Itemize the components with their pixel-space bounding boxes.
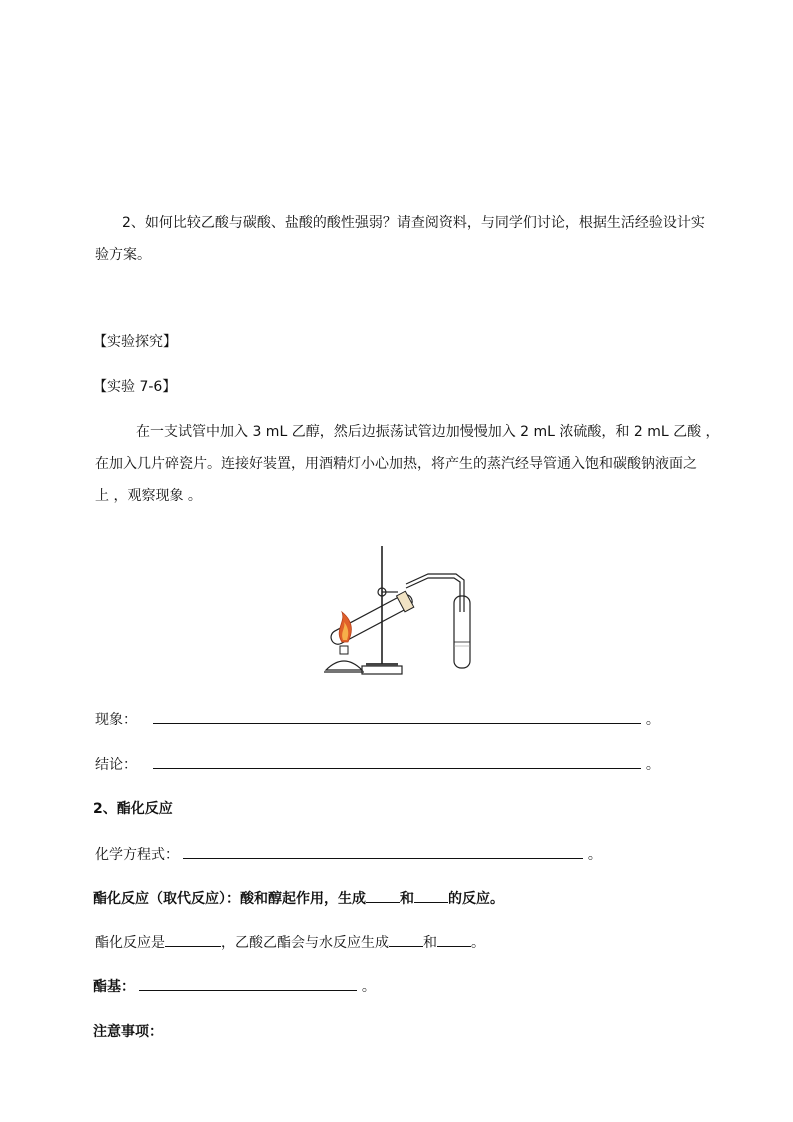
definition-part3: 的反应。	[448, 891, 504, 907]
experiment-desc-line2: 在加入几片碎瓷片。连接好装置，用酒精灯小心加热，将产生的蒸汽经导管通入饱和碳酸钠液面之	[95, 456, 697, 472]
ester-group-label: 酯基：	[93, 979, 135, 995]
conclusion-blank[interactable]	[153, 754, 641, 769]
definition-blank1[interactable]	[366, 888, 400, 903]
phenomenon-label: 现象：	[95, 712, 137, 728]
phenomenon-row	[95, 709, 660, 729]
phenomenon-end: 。	[645, 712, 660, 728]
equation-blank[interactable]	[183, 844, 583, 859]
reversible-part3: 和	[423, 935, 437, 951]
conclusion-end: 。	[645, 757, 660, 773]
definition-part2: 和	[400, 891, 414, 907]
reversible-part1: 酯化反应是	[95, 935, 165, 951]
ester-group-blank[interactable]	[139, 976, 357, 991]
ester-group-row	[93, 976, 376, 996]
reversible-row	[95, 932, 485, 952]
definition-part1: 酯化反应（取代反应）：酸和醇起作用，生成	[93, 891, 366, 907]
experiment-desc-line1: 在一支试管中加入 3 mL 乙醇，然后边振荡试管边加慢慢加入 2 mL 浓硫酸，和 2 mL 乙酸 ，	[136, 424, 720, 440]
equation-row	[95, 844, 602, 864]
equation-label: 化学方程式：	[95, 847, 179, 863]
question2-line1: 2、如何比较乙酸与碳酸、盐酸的酸性强弱？请查阅资料，与同学们讨论，根据生活经验设计实	[122, 215, 705, 231]
notes-label: 注意事项：	[93, 1024, 163, 1040]
conclusion-row	[95, 754, 660, 774]
explore-header: 【实验探究】	[93, 334, 177, 350]
experiment-desc-line3: 上 ，观察现象 。	[95, 488, 202, 504]
definition-blank2[interactable]	[414, 888, 448, 903]
phenomenon-blank[interactable]	[153, 709, 641, 724]
reversible-blank2[interactable]	[389, 932, 423, 947]
ester-group-end: 。	[361, 979, 376, 995]
conclusion-label: 结论：	[95, 757, 137, 773]
reversible-blank1[interactable]	[165, 932, 221, 947]
section2-title: 2、酯化反应	[93, 801, 173, 817]
question2-line2: 验方案。	[95, 247, 151, 263]
experiment-header: 【实验 7-6】	[93, 379, 177, 395]
reversible-end: 。	[471, 935, 485, 951]
equation-end: 。	[587, 847, 602, 863]
esterification-definition	[93, 888, 504, 908]
esterification-apparatus-figure	[320, 542, 485, 678]
reversible-part2: ，乙酸乙酯会与水反应生成	[221, 935, 389, 951]
reversible-blank3[interactable]	[437, 932, 471, 947]
